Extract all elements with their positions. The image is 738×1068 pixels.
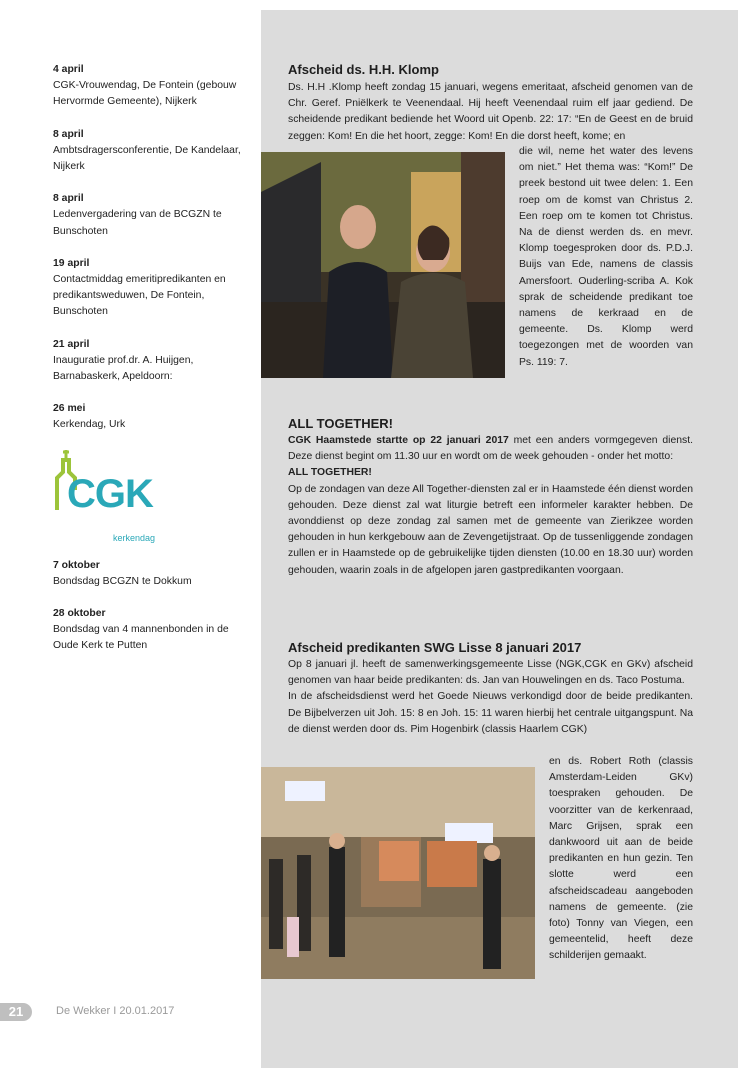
article1-wrap-text: die wil, neme het water des levens om niet.” Het thema was: “Kom!” De preek bestond uit twee delen: 1. Een roep om de komst van Christus 2. Een roep om te komen tot Christus. Na de dienst werden ds. en mevr. Klomp toegesproken door ds. P.D.J. Buijs van Ede, namens de classis Amersfoort. Ouderling-scriba A. Kok sprak de scheidende predikant toe namens de kerkraad en de gemeente. Ds. Klomp werd toegezongen met de woorden van Ps. 119: 7. [519,146,693,368]
agenda-description: Kerkendag, Urk [53,419,126,431]
agenda-date: 8 april [53,193,84,205]
agenda-item [53,401,253,433]
article-intro: Ds. H.H .Klomp heeft zondag 15 januari, wegens emeritaat, afscheid genomen van de Chr. Geref. Pniëlkerk te Veenendaal. Hij heeft Veenendaal ruim elf jaar gediend. De scheidende predikant bediende het Woord uit Openb. 22: 17: “En de Geest en de bruid zeggen: Kom! En die het hoort, zegge: Kom! En die dorst heeft, kome; en [288,82,693,142]
magazine-issue: De Wekker I 20.01.2017 [56,1005,175,1017]
agenda-item [53,191,253,240]
article-afscheid-klomp [288,62,693,145]
page-footer [0,1003,260,1025]
agenda-item [53,606,253,655]
agenda-sidebar [53,62,253,671]
logo-sub-text: kerkendag [113,532,156,543]
agenda-item [53,337,253,386]
agenda-description: CGK-Vrouwendag, De Fontein (gebouw Hervormde Gemeente), Nijkerk [53,80,237,108]
logo-main-text: CGK [67,471,153,516]
agenda-description: Bondsdag van 4 mannenbonden in de Oude Kerk te Putten [53,624,229,652]
article3-paragraph-2: In de afscheidsdienst werd het Goede Nieuws verkondigd door de beide predikanten. De Bijbelverzen uit Joh. 15: 8 en Joh. 15: 11 waren hierbij het centrale uitgangspunt. Na de dienst werden door ds. Pim Hogenbirk (classis Haarlem CGK) [288,691,693,735]
article-title: Afscheid predikanten SWG Lisse 8 januari 2017 [288,640,582,655]
article3-wrap-text: en ds. Robert Roth (classis Amsterdam-Leiden GKv) toespraken gehouden. De voorzitter van de kerkenraad, Marc Grijsen, sprak een dankwoord uit aan de beide predikanten en hun gezin. Ten slotte werd een afscheidscadeau aangeboden namens de gemeente. (zie foto) Tonny van Viegen, een gemeentelid, heeft deze schilderijen gemaakt. [549,756,693,962]
article-title: ALL TOGETHER! [288,416,393,431]
agenda-date: 4 april [53,64,84,75]
article-afscheid-lisse [288,640,693,738]
agenda-item [53,127,253,176]
agenda-date: 26 mei [53,403,86,415]
agenda-date: 7 oktober [53,559,100,571]
agenda-item [53,256,253,321]
article2-lead-rest: met een anders vormgegeven dienst. Deze dienst begint om 11.30 uur en wordt om de week gehouden - onder het motto: [288,435,693,463]
article-title: Afscheid ds. H.H. Klomp [288,62,439,77]
agenda-item [53,62,253,111]
agenda-description: Ambtsdragersconferentie, De Kandelaar, Nijkerk [53,144,241,173]
agenda-item [53,558,253,590]
cgk-kerkendag-logo [53,450,165,542]
agenda-date: 21 april [53,338,90,350]
article2-body: Op de zondagen van deze All Together-diensten zal er in Haamstede één dienst worden gehouden. Deze dienst zal wat liturgie betreft een informeler karakter hebben. De avonddienst op deze zondag zal samen met de gemeente van Zierikzee worden gehouden in hun kerkgebouw aan de Zevengetijstraat. Op de tussenliggende zondagen zullen er in Haamstede op de gebruikelijke tijden diensten (10.00 en 18.30 uur) worden gehouden, waarin zoals in de afgelopen jaren gastpredikanten voorgaan. [288,483,693,576]
article-all-together [288,416,693,579]
photo-lisse-farewell [261,767,535,979]
article2-lead-bold: CGK Haamstede startte op 22 januari 2017 [288,435,509,446]
article2-motto: ALL TOGETHER! [288,467,372,479]
agenda-date: 19 april [53,257,90,269]
agenda-description: Ledenvergadering van de BCGZN te Bunschoten [53,209,222,237]
photo-klomp-couple [261,152,505,378]
agenda-description: Bondsdag BCGZN te Dokkum [53,575,192,587]
article3-paragraph-1: Op 8 januari jl. heeft de samenwerkingsgemeente Lisse (NGK,CGK en GKv) afscheid genomen van haar beide predikanten: ds. Jan van Houwelingen en ds. Taco Postuma. [288,659,693,687]
agenda-description: Inauguratie prof.dr. A. Huijgen, Barnabaskerk, Apeldoorn: [53,354,194,383]
agenda-date: 28 oktober [53,608,106,620]
agenda-date: 8 april [53,128,84,140]
page-number: 21 [0,1003,32,1021]
agenda-description: Contactmiddag emeritipredikanten en predikantsweduwen, De Fontein, Bunschoten [53,274,226,318]
